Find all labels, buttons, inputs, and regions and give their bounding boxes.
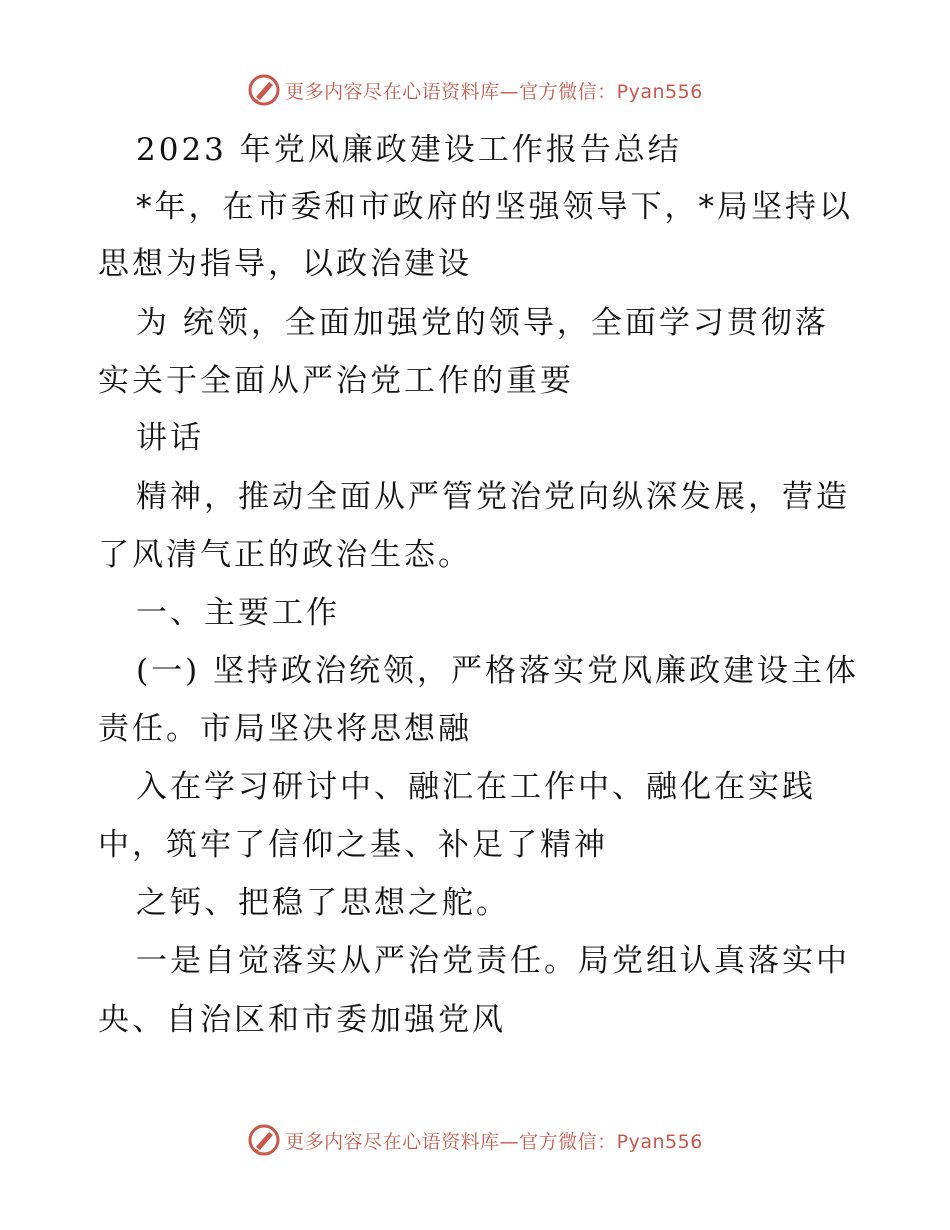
document-title: 2023 年党风廉政建设工作报告总结: [136, 132, 682, 168]
subsection-heading: (一) 坚持政治统领，严格落实党风廉政建设主体: [136, 653, 860, 689]
watermark-text: 更多内容尽在心语资料库—官方微信：Pyan556: [285, 1130, 703, 1153]
watermark-banner-bottom: [0, 1120, 950, 1160]
paragraph-line: 一是自觉落实从严治党责任。局党组认真落实中: [136, 943, 850, 979]
watermark-banner-top: [0, 70, 950, 110]
paragraph-line: 精神，推动全面从严管党治党向纵深发展，营造: [136, 479, 850, 515]
paragraph-line: 央、自治区和市委加强党风: [98, 1002, 506, 1038]
paragraph-line: *年，在市委和市政府的坚强领导下，*局坚持以: [136, 189, 853, 225]
paragraph-line: 入在学习研讨中、融汇在工作中、融化在实践: [136, 769, 816, 805]
paragraph-line: 责任。市局坚决将思想融: [98, 711, 472, 747]
circular-seal-logo-icon: [247, 1123, 281, 1157]
paragraph-line: 讲话: [136, 420, 204, 456]
section-heading: 一、主要工作: [136, 595, 340, 631]
paragraph-line: 为 统领，全面加强党的领导，全面学习贯彻落: [136, 305, 829, 341]
paragraph-line: 思想为指导，以政治建设: [98, 246, 472, 282]
circular-seal-logo-icon: [247, 73, 281, 107]
watermark-text: 更多内容尽在心语资料库—官方微信：Pyan556: [285, 80, 703, 103]
paragraph-line: 实关于全面从严治党工作的重要: [98, 363, 574, 399]
paragraph-line: 中，筑牢了信仰之基、补足了精神: [98, 827, 608, 863]
paragraph-line: 之钙、把稳了思想之舵。: [136, 885, 510, 921]
paragraph-line: 了风清气正的政治生态。: [98, 537, 472, 573]
